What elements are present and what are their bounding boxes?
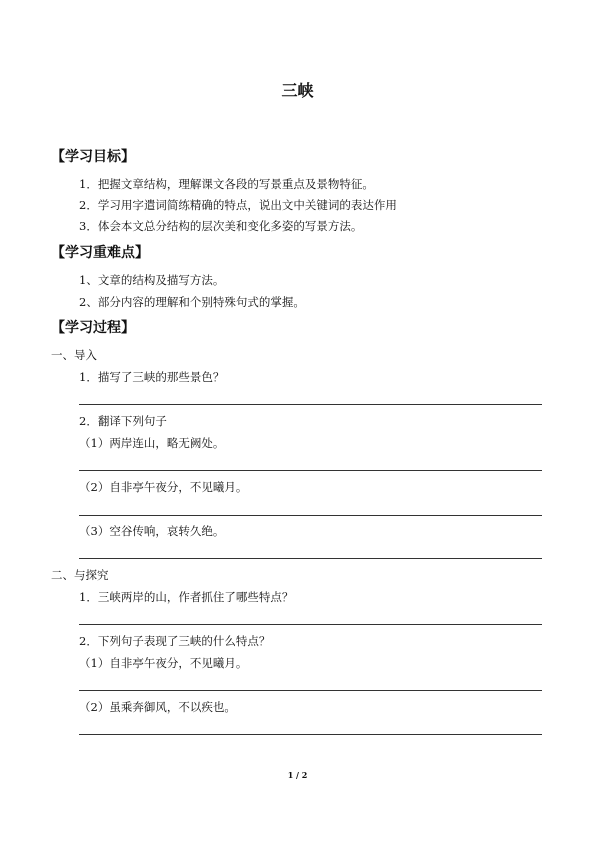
part-1-question-2: 2．翻译下列句子	[79, 414, 167, 428]
section-heading-difficulties: 【学习重难点】	[51, 245, 149, 261]
part-1-sentence-2: （2）自非亭午夜分，不见曦月。	[79, 480, 248, 494]
part-1-sentence-3: （3）空谷传响，哀转久绝。	[79, 524, 225, 538]
goal-item-1: 1．把握文章结构，理解课文各段的写景重点及景物特征。	[79, 177, 374, 191]
difficulty-item-2: 2、部分内容的理解和个别特殊句式的掌握。	[79, 295, 305, 309]
goal-item-3: 3．体会本文总分结构的层次美和变化多姿的写景方法。	[79, 219, 363, 233]
answer-line	[79, 624, 542, 625]
part-2-sentence-2: （2）虽乘奔御风，不以疾也。	[79, 700, 236, 714]
part-2-label: 二、与探究	[51, 568, 109, 582]
page-number: 1 / 2	[287, 770, 308, 780]
difficulty-item-1: 1、文章的结构及描写方法。	[79, 273, 225, 287]
answer-line	[79, 734, 542, 735]
answer-line	[79, 515, 542, 516]
answer-line	[79, 470, 542, 471]
answer-line	[79, 690, 542, 691]
answer-line	[79, 404, 542, 405]
part-1-sentence-1: （1）两岸连山，略无阙处。	[79, 436, 225, 450]
part-1-question-1: 1．描写了三峡的那些景色？	[79, 370, 225, 384]
section-heading-process: 【学习过程】	[51, 320, 135, 336]
answer-line	[79, 558, 542, 559]
goal-item-2: 2．学习用字遣词简练精确的特点，说出文中关键词的表达作用	[79, 198, 397, 212]
page-title: 三峡	[281, 81, 314, 100]
part-2-question-2: 2．下列句子表现了三峡的什么特点？	[79, 634, 271, 648]
section-heading-goals: 【学习目标】	[51, 149, 135, 165]
part-2-question-1: 1．三峡两岸的山，作者抓住了哪些特点？	[79, 590, 294, 604]
part-2-sentence-1: （1）自非亭午夜分，不见曦月。	[79, 656, 248, 670]
part-1-label: 一、导入	[51, 348, 97, 362]
